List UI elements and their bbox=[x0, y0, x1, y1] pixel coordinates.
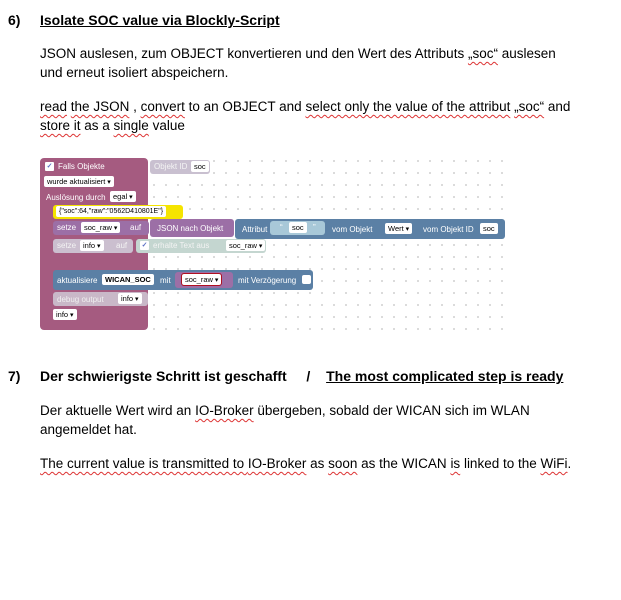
text: IO-Broker bbox=[247, 456, 307, 471]
attribute-label: Attribut bbox=[242, 225, 268, 234]
text: value bbox=[148, 118, 185, 133]
text: as the WICAN bbox=[357, 456, 451, 471]
triggered-by-dropdown[interactable]: egal ▾ bbox=[110, 191, 136, 202]
soc-quote: „soc“ bbox=[467, 46, 498, 61]
text: JSON auslesen, zum OBJECT konvertieren und den Wert des Attributs bbox=[40, 46, 468, 61]
section-6-english-paragraph bbox=[40, 97, 620, 135]
info-level-dropdown[interactable]: info ▾ bbox=[53, 309, 77, 320]
checkbox-icon: ✓ bbox=[141, 242, 148, 249]
on-label: auf bbox=[130, 223, 142, 232]
text: übergeben, sobald der WICAN sich im WLAN bbox=[253, 403, 530, 418]
text: , bbox=[129, 99, 141, 114]
text: store it bbox=[40, 118, 81, 133]
update-target: WICAN_SOC bbox=[102, 274, 154, 285]
object-id-label: Objekt ID bbox=[154, 162, 188, 171]
debug-level-dropdown[interactable]: info ▾ bbox=[118, 293, 142, 304]
update-label: aktualisiere bbox=[57, 276, 98, 285]
text: convert bbox=[140, 99, 185, 114]
title-english: The most complicated step is ready bbox=[326, 368, 564, 384]
text: und erneut isoliert abspeichern. bbox=[40, 65, 229, 80]
text: is bbox=[450, 456, 461, 471]
on-label: auf bbox=[116, 241, 128, 250]
blockly-script-screenshot bbox=[40, 155, 510, 333]
title-german: Der schwierigste Schritt ist geschafft bbox=[40, 368, 287, 384]
json-to-object-label: JSON nach Objekt bbox=[157, 224, 224, 233]
from-object-id-value: soc bbox=[480, 223, 498, 234]
text: the JSON bbox=[70, 99, 130, 114]
delay-label: mit Verzögerung bbox=[238, 276, 297, 285]
variable-dropdown[interactable]: soc_raw ▾ bbox=[81, 222, 120, 233]
text: IO-Broker bbox=[195, 403, 254, 418]
text: as bbox=[306, 456, 329, 471]
with-label: mit bbox=[160, 276, 171, 285]
text: to an OBJECT and bbox=[184, 99, 306, 114]
text: auslesen bbox=[497, 46, 556, 61]
trigger-label: Falls Objekte bbox=[58, 162, 105, 171]
text: and bbox=[544, 99, 571, 114]
quote-open-icon: “ bbox=[280, 223, 283, 232]
section-6-german-paragraph bbox=[40, 44, 620, 82]
text: angemeldet hat. bbox=[40, 422, 137, 437]
json-literal: {"soc":64,"raw":"0562D410801E"} bbox=[56, 206, 166, 217]
received-text-label: erhalte Text aus bbox=[153, 241, 210, 250]
checkbox-icon: ✓ bbox=[46, 163, 53, 170]
updated-dropdown[interactable]: wurde aktualisiert ▾ bbox=[44, 176, 114, 187]
attribute-value: soc bbox=[289, 222, 307, 233]
value-dropdown[interactable]: Wert ▾ bbox=[385, 223, 412, 234]
quote-close-icon: ” bbox=[313, 223, 316, 232]
object-id-value: soc bbox=[191, 161, 209, 172]
text: WiFi bbox=[540, 456, 568, 471]
text: „soc“ bbox=[514, 99, 545, 114]
section-6-number: 6) bbox=[8, 12, 21, 28]
section-7-number: 7) bbox=[8, 368, 21, 384]
set-label: setze bbox=[57, 223, 77, 232]
set-label: setze bbox=[57, 241, 77, 250]
title-separator: / bbox=[306, 368, 311, 384]
text: Der aktuelle Wert wird an bbox=[40, 403, 196, 418]
text: linked to the bbox=[460, 456, 541, 471]
section-7-german-paragraph bbox=[40, 401, 620, 439]
from-object-id-label: vom Objekt ID bbox=[423, 225, 474, 234]
text: . bbox=[567, 456, 572, 471]
section-6-title: Isolate SOC value via Blockly-Script bbox=[40, 12, 280, 28]
triggered-by-label: Auslösung durch bbox=[46, 193, 106, 202]
from-object-label: vom Objekt bbox=[332, 225, 373, 234]
soc-raw-dropdown[interactable]: soc_raw ▾ bbox=[182, 274, 221, 285]
text: soon bbox=[328, 456, 358, 471]
section-7-english-paragraph bbox=[40, 454, 620, 473]
soc-raw-dropdown[interactable]: soc_raw ▾ bbox=[226, 240, 265, 251]
text: The current value is transmitted to bbox=[40, 456, 248, 471]
text: single bbox=[113, 118, 149, 133]
text: read bbox=[40, 99, 68, 114]
section-7-title bbox=[40, 368, 563, 384]
debug-label: debug output bbox=[57, 295, 104, 304]
info-variable-dropdown[interactable]: info ▾ bbox=[80, 240, 104, 251]
text: as a bbox=[80, 118, 114, 133]
text: select only the value of the attribut bbox=[305, 99, 511, 114]
delay-checkbox[interactable] bbox=[302, 275, 311, 284]
